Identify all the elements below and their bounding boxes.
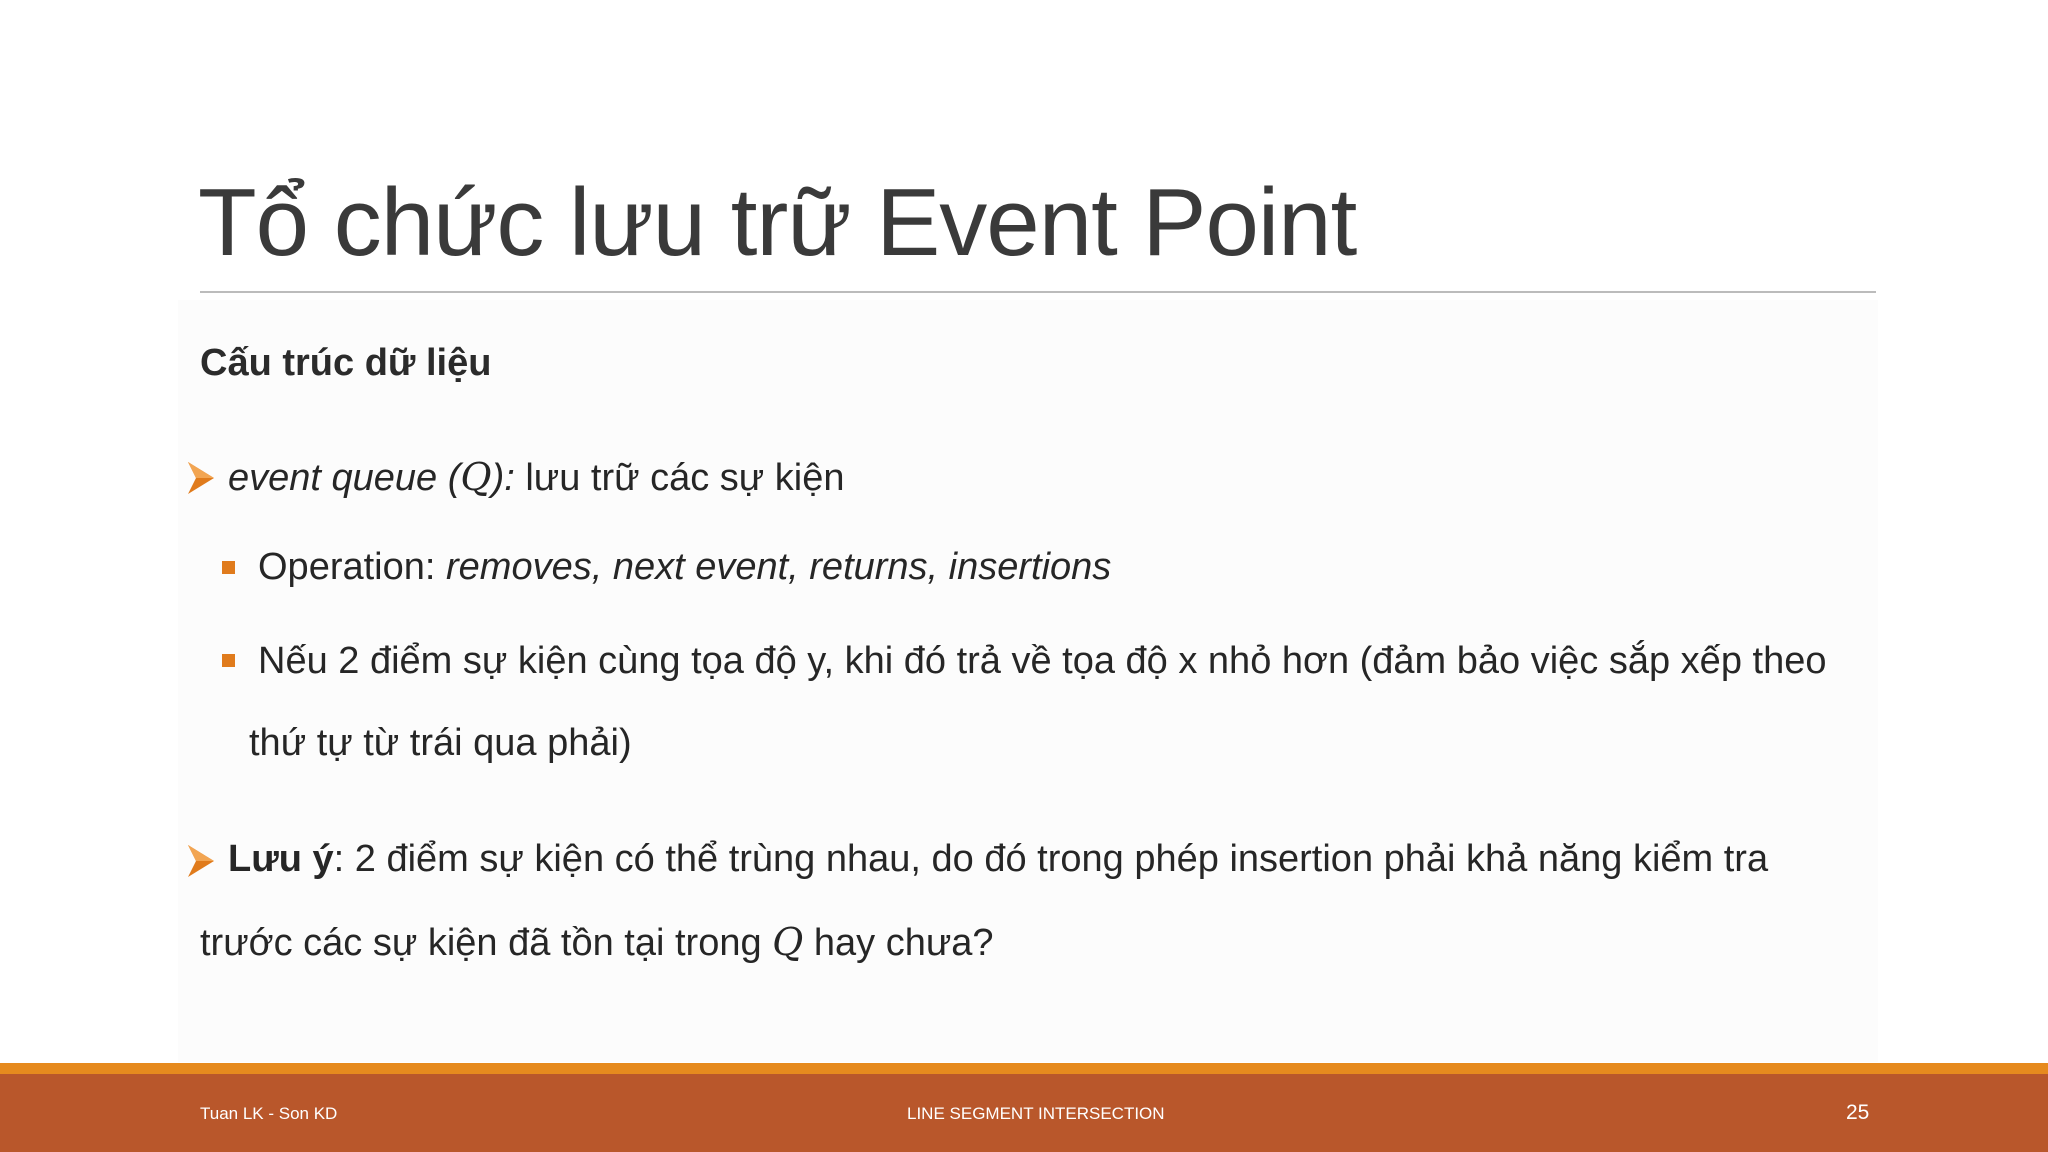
arrowhead-bullet-icon	[186, 460, 216, 496]
sub-bullet-same-y-line2: thứ tự từ trái qua phải)	[249, 722, 632, 764]
title-divider	[200, 291, 1876, 293]
note-label: Lưu ý	[228, 838, 334, 880]
square-bullet-icon	[222, 561, 235, 574]
sub-bullet-same-y-line1: Nếu 2 điểm sự kiện cùng tọa độ y, khi đó trả về tọa độ x nhỏ hơn (đảm bảo việc sắp xếp theo	[258, 640, 1827, 682]
bullet-note-line1	[228, 838, 1768, 881]
slide-title: Tổ chức lưu trữ Event Point	[198, 169, 1357, 276]
bullet-event-queue-text: lưu trữ các sự kiện	[514, 457, 845, 499]
sub-bullet-operation	[258, 546, 1111, 589]
section-heading: Cấu trúc dữ liệu	[200, 342, 492, 384]
operation-label: Operation:	[258, 546, 446, 588]
page-number: 25	[1846, 1101, 1870, 1124]
bullet-note-line2: trước các sự kiện đã tồn tại trong 𝑄 hay chưa?	[200, 920, 994, 964]
footer-accent-stripe	[0, 1063, 2048, 1074]
operation-value: removes, next event, returns, insertions	[446, 546, 1112, 588]
footer-topic: LINE SEGMENT INTERSECTION	[907, 1104, 1165, 1123]
square-bullet-icon	[222, 654, 235, 667]
footer-authors: Tuan LK - Son KD	[200, 1104, 338, 1123]
bullet-event-queue	[228, 455, 845, 500]
bullet-event-queue-term: event queue (𝑄):	[228, 455, 515, 499]
arrowhead-bullet-icon	[186, 843, 216, 879]
note-text: : 2 điểm sự kiện có thể trùng nhau, do đó trong phép insertion phải khả năng kiểm tra	[333, 838, 1769, 880]
